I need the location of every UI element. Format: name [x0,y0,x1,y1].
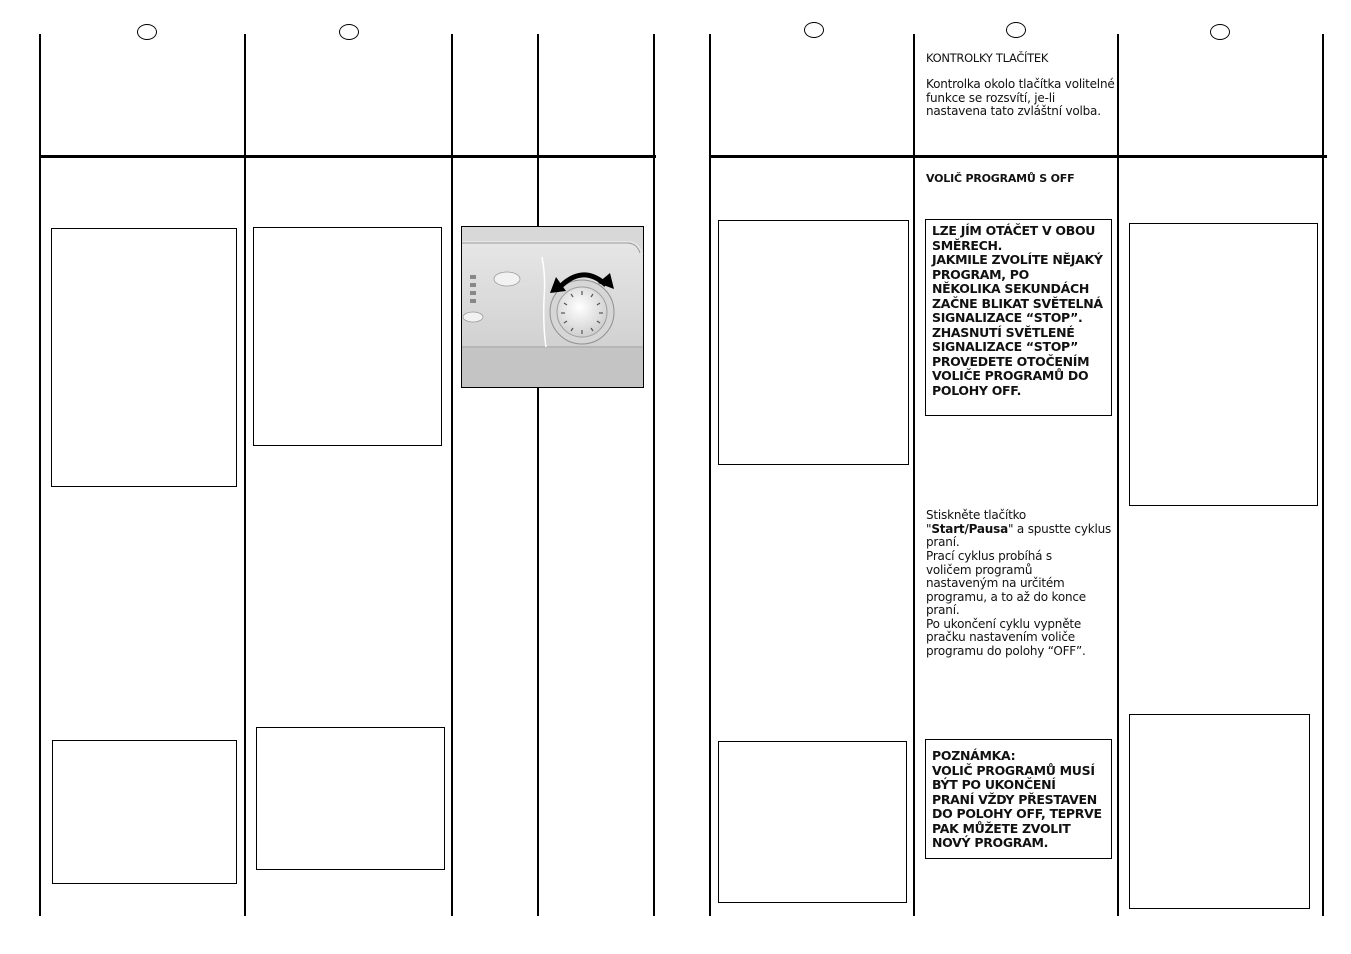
column-rule [537,34,539,916]
selector-warning-box: LZE JÍM OTÁČET V OBOU SMĚRECH. JAKMILE ZVOLÍTE NĚJAKÝ PROGRAM, PO NĚKOLIKA SEKUNDÁCH ZAČNE BLIKAT SVĚTELNÁ SIGNALIZACE “STOP”. ZHASNUTÍ SVĚTLENÉ SIGNALIZACE “STOP” PROVEDETE OTOČENÍM VOLIČE PROGRAMŮ DO POLOHY OFF. [925,219,1112,416]
empty-text-frame [718,220,909,465]
language-indicator-icon [339,24,359,40]
empty-text-frame [253,227,442,446]
program-selector-illustration [461,226,644,388]
column-rule [1322,34,1324,916]
empty-text-frame [52,740,237,884]
column-rule [913,34,915,916]
note-box: POZNÁMKA: VOLIČ PROGRAMŮ MUSÍ BÝT PO UKONČENÍ PRANÍ VŽDY PŘESTAVEN DO POLOHY OFF, TEPRVE PAK MŮŽETE ZVOLIT NOVÝ PROGRAM. [925,739,1112,859]
column-rule [244,34,246,916]
language-indicator-icon [1006,22,1026,38]
column-rule [653,34,655,916]
column-rule [1117,34,1119,916]
start-pausa-label: Start/Pausa [931,521,1008,536]
empty-text-frame [1129,714,1310,909]
column-rule [451,34,453,916]
empty-text-frame [718,741,907,903]
program-selector-knob-icon [462,227,644,388]
column-rule [709,34,711,916]
language-indicator-icon [137,24,157,40]
start-instruction: Stiskněte tlačítko "Start/Pausa" a spustte cyklus praní. [926,508,1112,549]
language-indicator-icon [1210,24,1230,40]
empty-text-frame [51,228,237,487]
empty-text-frame [256,727,445,870]
heading-button-lights: KONTROLKY TLAČÍTEK [926,51,1049,65]
column-rule [39,34,41,916]
header-rule-right [709,155,1327,158]
language-indicator-icon [804,22,824,38]
cycle-description: Prací cyklus probíhá s voličem programů nastaveným na určitém programu, a to až do konce praní. Po ukončení cyklu vypněte pračku nastavením voliče programu do polohy “OFF”. [926,549,1086,658]
header-rule-left [39,155,656,158]
empty-text-frame [1129,223,1318,506]
button-lights-description: Kontrolka okolo tlačítka volitelné funkce se rozsvítí, je-li nastavena tato zvláštní volba. [926,77,1115,118]
heading-program-selector: VOLIČ PROGRAMŮ S OFF [926,172,1075,185]
